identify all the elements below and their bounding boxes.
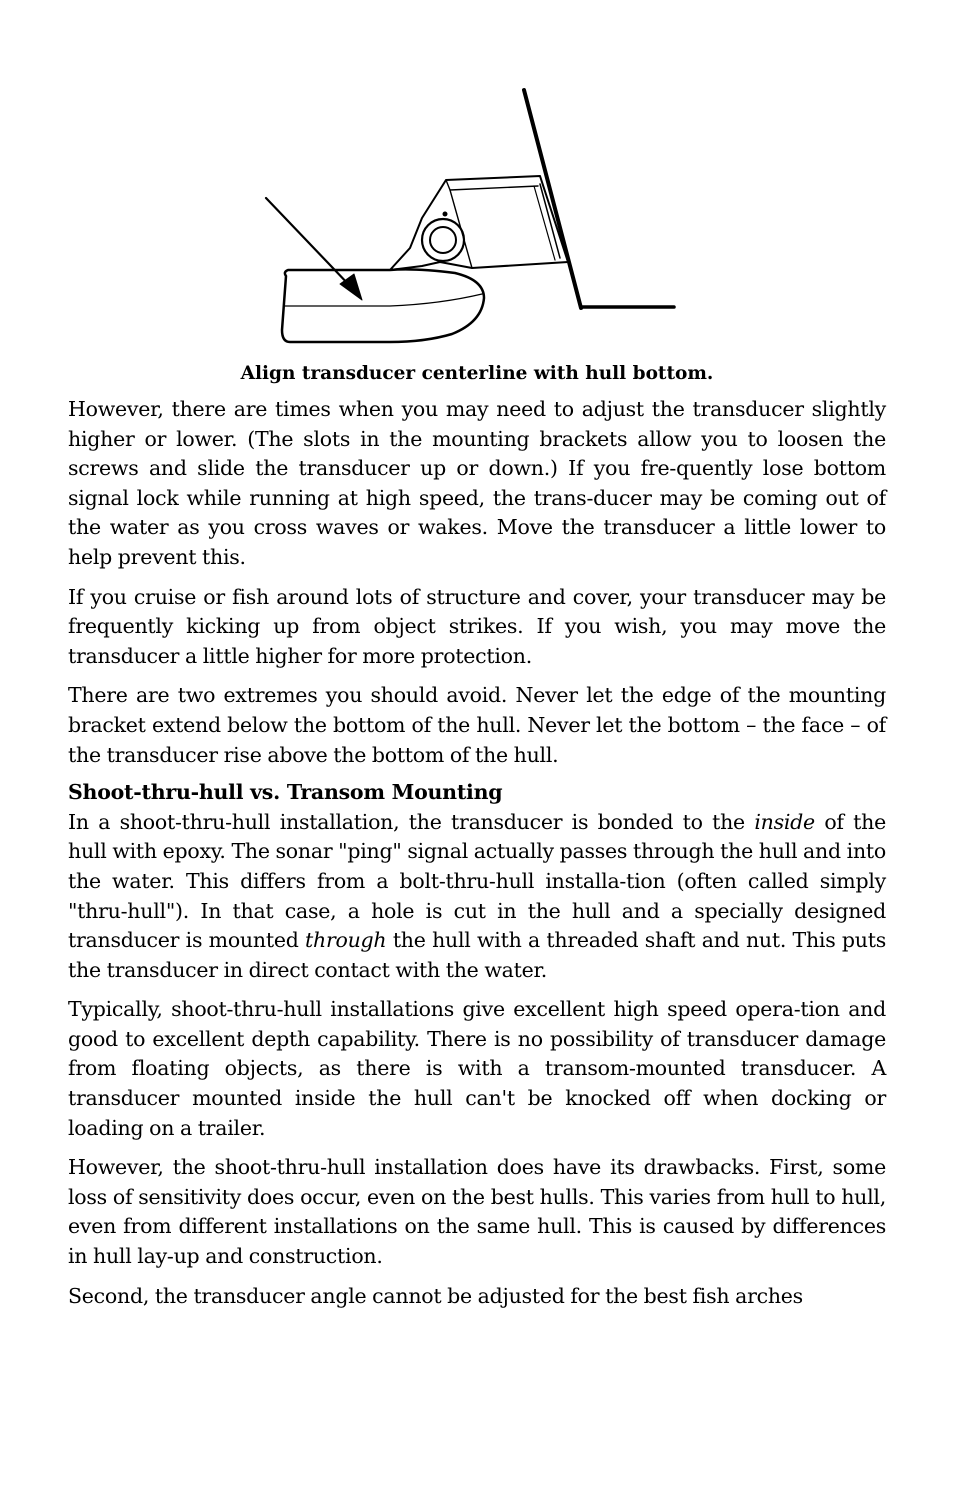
section-heading: Shoot-thru-hull vs. Transom Mounting (68, 780, 503, 805)
emphasis-through: through (305, 928, 387, 953)
arrow-shaft (266, 198, 352, 288)
paragraph-advantages: Typically, shoot-thru-hull installations give excellent high speed opera-tion and good to excellent depth capability. There is no possibility of transducer damage from floating objects, as there is with a transom-mounted transducer. A transducer mounted inside the hull can't be knocked off when docking or loading on a trailer. (68, 997, 886, 1140)
paragraph-drawbacks: However, the shoot-thru-hull installation does have its drawbacks. First, some loss of sensitivity does occur, even on the best hulls. This varies from hull to hull, even from different installations on the same hull. This is caused by differences in hull lay-up and construction. (68, 1155, 886, 1269)
bolt-dot (443, 212, 448, 217)
paragraph-shoot-thru-hull (68, 808, 886, 986)
bolt-outer (422, 219, 464, 261)
paragraph-adjust-height: However, there are times when you may need to adjust the transducer slightly higher or lower. (The slots in the mounting brackets allow you to loosen the screws and slide the transducer up or down.) If you fre-quently lose bottom signal lock while running at high speed, the trans-ducer may be coming out of the water as you cross waves or wakes. Move the transducer a little lower to help prevent this. (68, 397, 886, 569)
transducer-illustration (250, 80, 690, 350)
paragraph-angle: Second, the transducer angle cannot be adjusted for the best fish arches (68, 1283, 803, 1308)
text-run: the hull with a threaded shaft and nut. This puts the transducer in direct contact with the water. (68, 928, 886, 982)
page-body (68, 395, 886, 1321)
paragraph-two-extremes: There are two extremes you should avoid. Never let the edge of the mounting bracket extend below the bottom of the hull. Never let the bottom – the face – of the transducer rise above the bottom of the hull. (68, 683, 886, 767)
transducer-diagram (250, 80, 690, 350)
text-run: of the hull with epoxy. The sonar "ping" signal actually passes through the hull and into the water. This differs from a bolt-thru-hull installa-tion (often called simply "thru-hull"). In that case, a hole is cut in the hull and a specially designed transducer is mounted (68, 809, 886, 953)
bolt-inner (430, 227, 456, 253)
transducer-centerline (284, 294, 482, 306)
text-run: In a shoot-thru-hull installation, the transducer is bonded to the (68, 809, 755, 834)
emphasis-inside: inside (754, 809, 815, 834)
transom-line (524, 90, 581, 308)
figure-caption: Align transducer centerline with hull bottom. (240, 363, 714, 384)
paragraph-structure-cover: If you cruise or fish around lots of structure and cover, your transducer may be frequently kicking up from object strikes. If you wish, you may move the transducer a little higher for more protection. (68, 584, 886, 668)
